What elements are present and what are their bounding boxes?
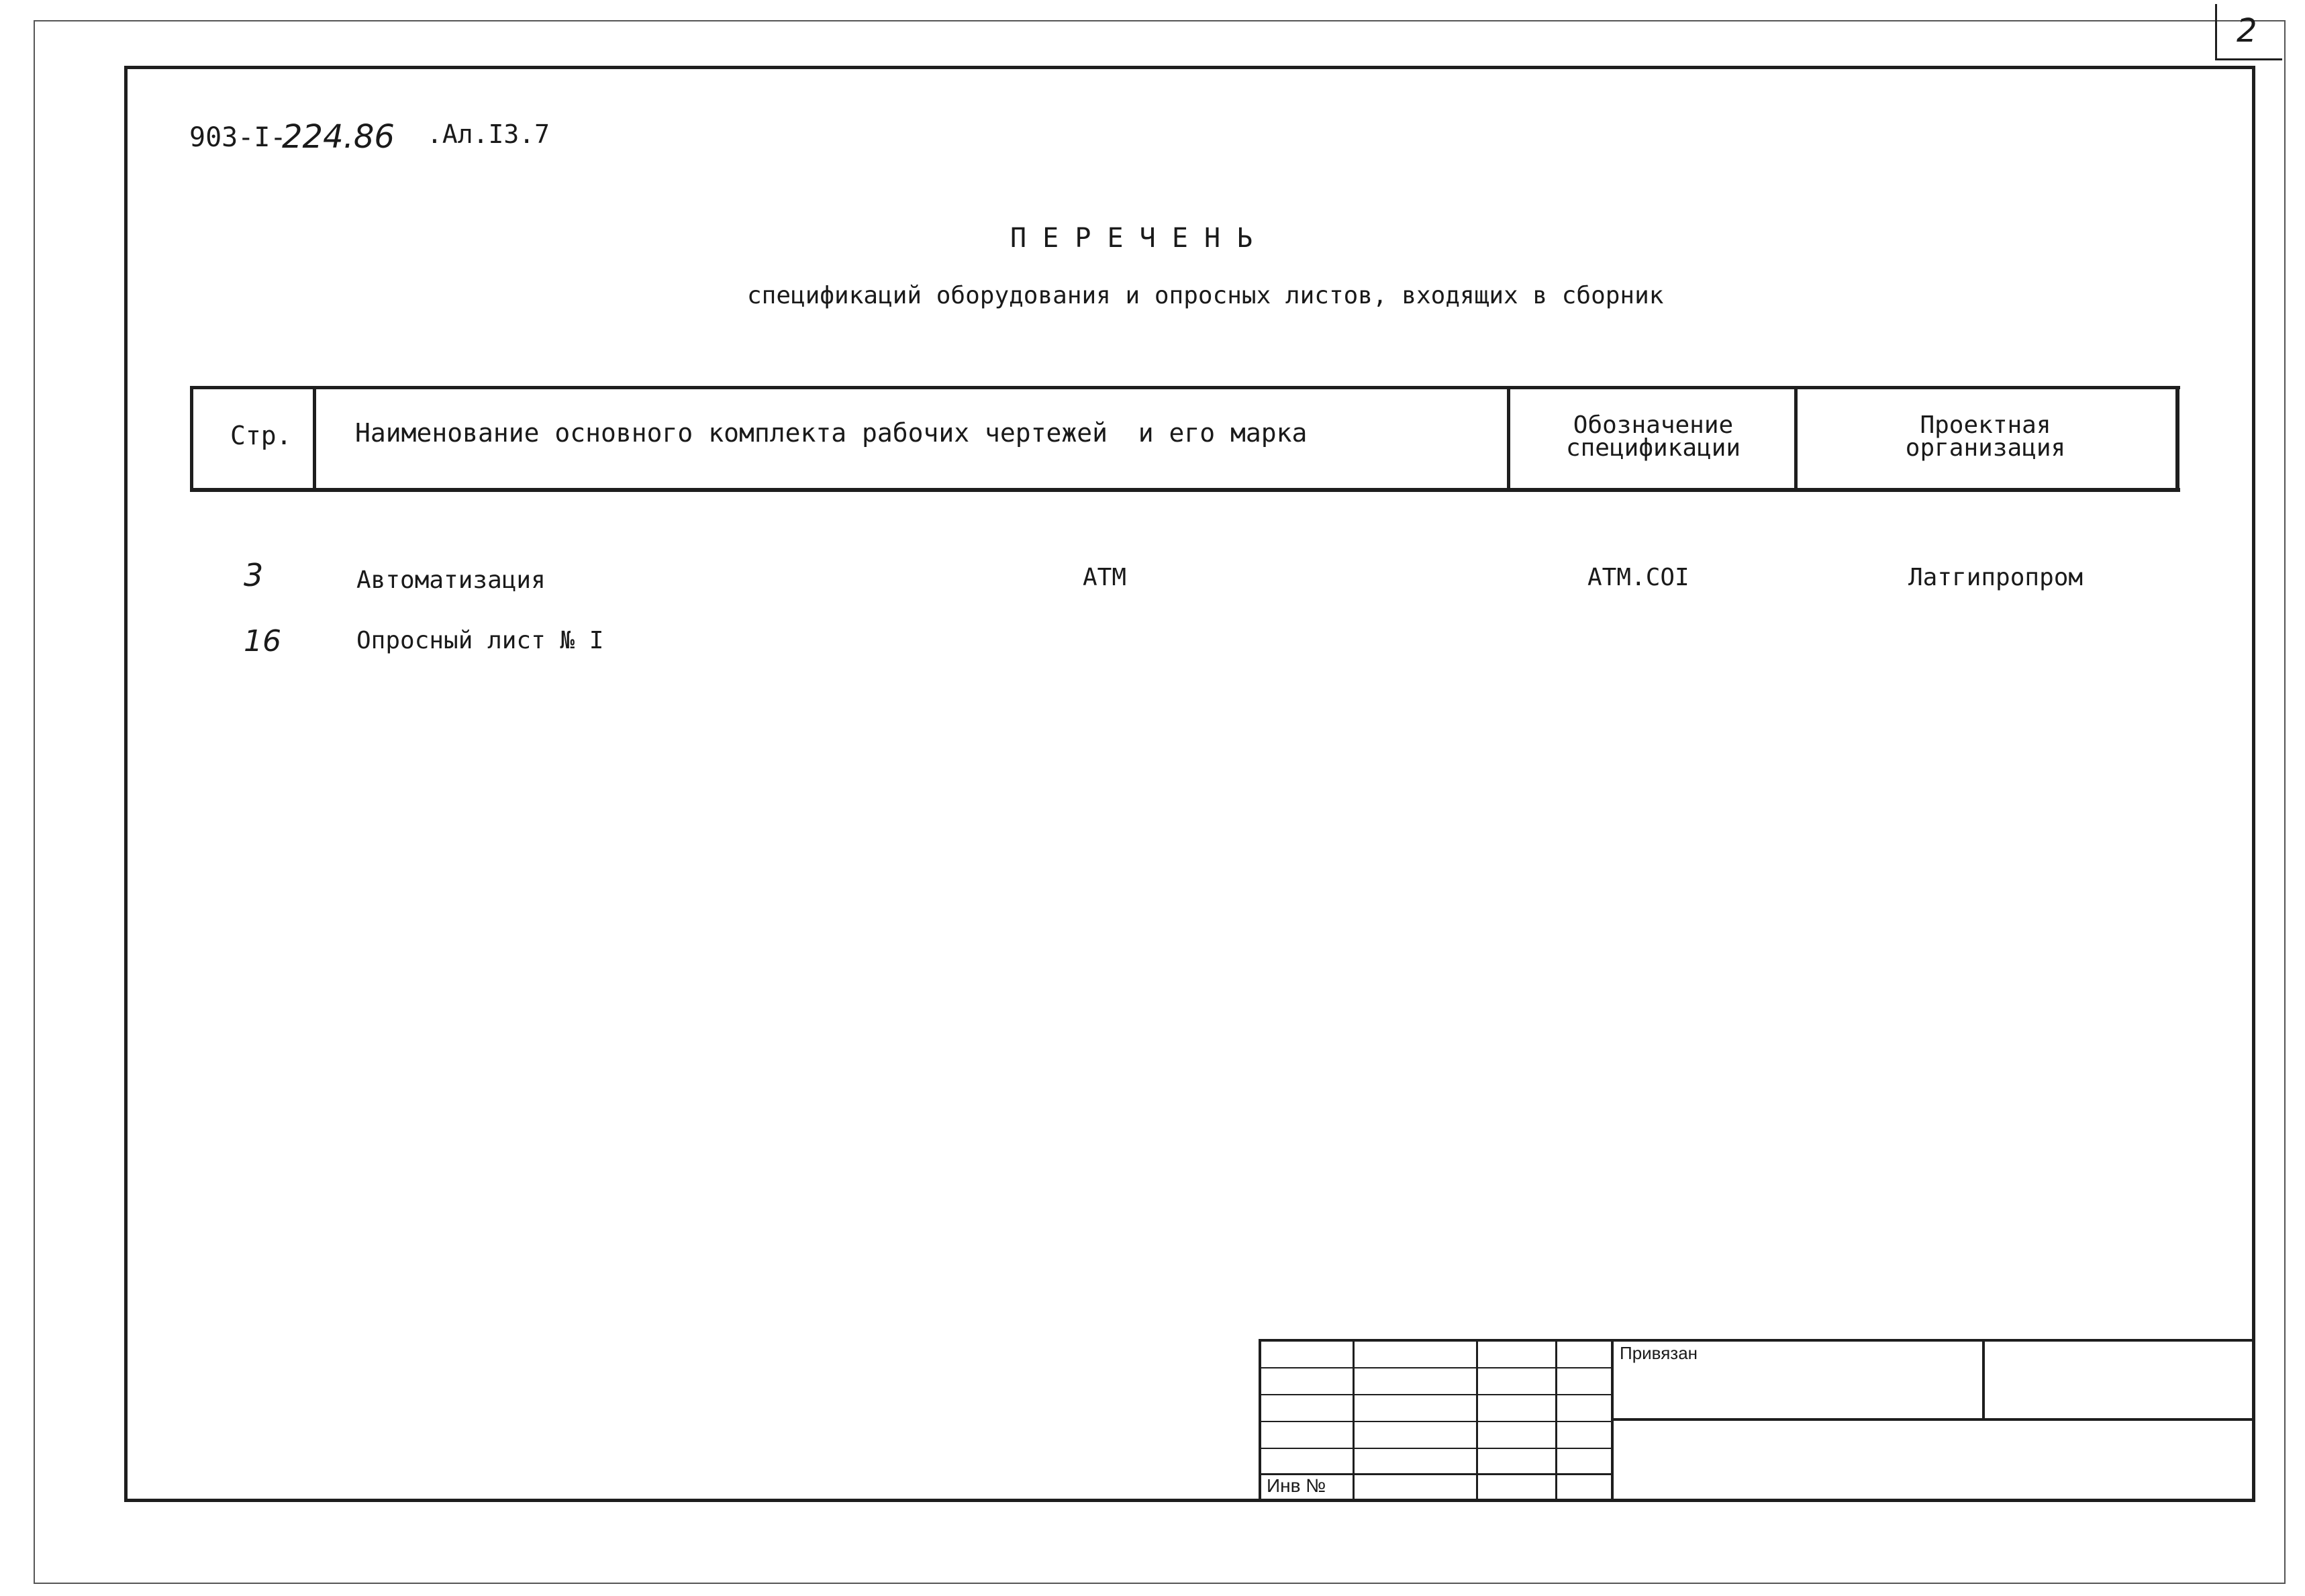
doc-code-suffix: .Ал.I3.7 <box>427 119 550 149</box>
drawing-frame <box>124 66 2255 1502</box>
row-page: 16 <box>244 624 281 658</box>
column-header-org: Проектная организация <box>1905 411 2066 462</box>
column-header-spec: Обозначение спецификации <box>1565 411 1741 462</box>
row-org: Латгипропром <box>1908 564 2083 591</box>
row-name: Автоматизация <box>356 566 546 594</box>
sheet-number: 2 <box>2237 12 2257 50</box>
row-page: 3 <box>244 557 264 593</box>
doc-code-prefix: 903-I- <box>189 122 287 153</box>
inventory-number-label: Инв № <box>1267 1475 1326 1496</box>
column-header-page: Стр. <box>230 421 292 450</box>
column-header-name: Наименование основного комплекта рабочих чертежей и его марка <box>355 418 1308 448</box>
spec-table-header <box>190 386 2180 493</box>
table-row <box>190 617 2180 664</box>
row-name: Опросный лист № I <box>356 627 604 654</box>
title-block <box>1259 1339 2255 1502</box>
bound-label: Привязан <box>1620 1343 1698 1363</box>
row-mark: АТМ <box>1083 564 1127 591</box>
table-row <box>190 557 2180 604</box>
page-title: П Е Р Е Ч Е Н Ь <box>1010 223 1253 254</box>
page-subtitle: спецификаций оборудования и опросных листов, входящих в сборник <box>747 282 1664 309</box>
doc-code-handwritten: 224.86 <box>282 118 395 156</box>
row-spec: АТМ.СОI <box>1587 564 1689 591</box>
